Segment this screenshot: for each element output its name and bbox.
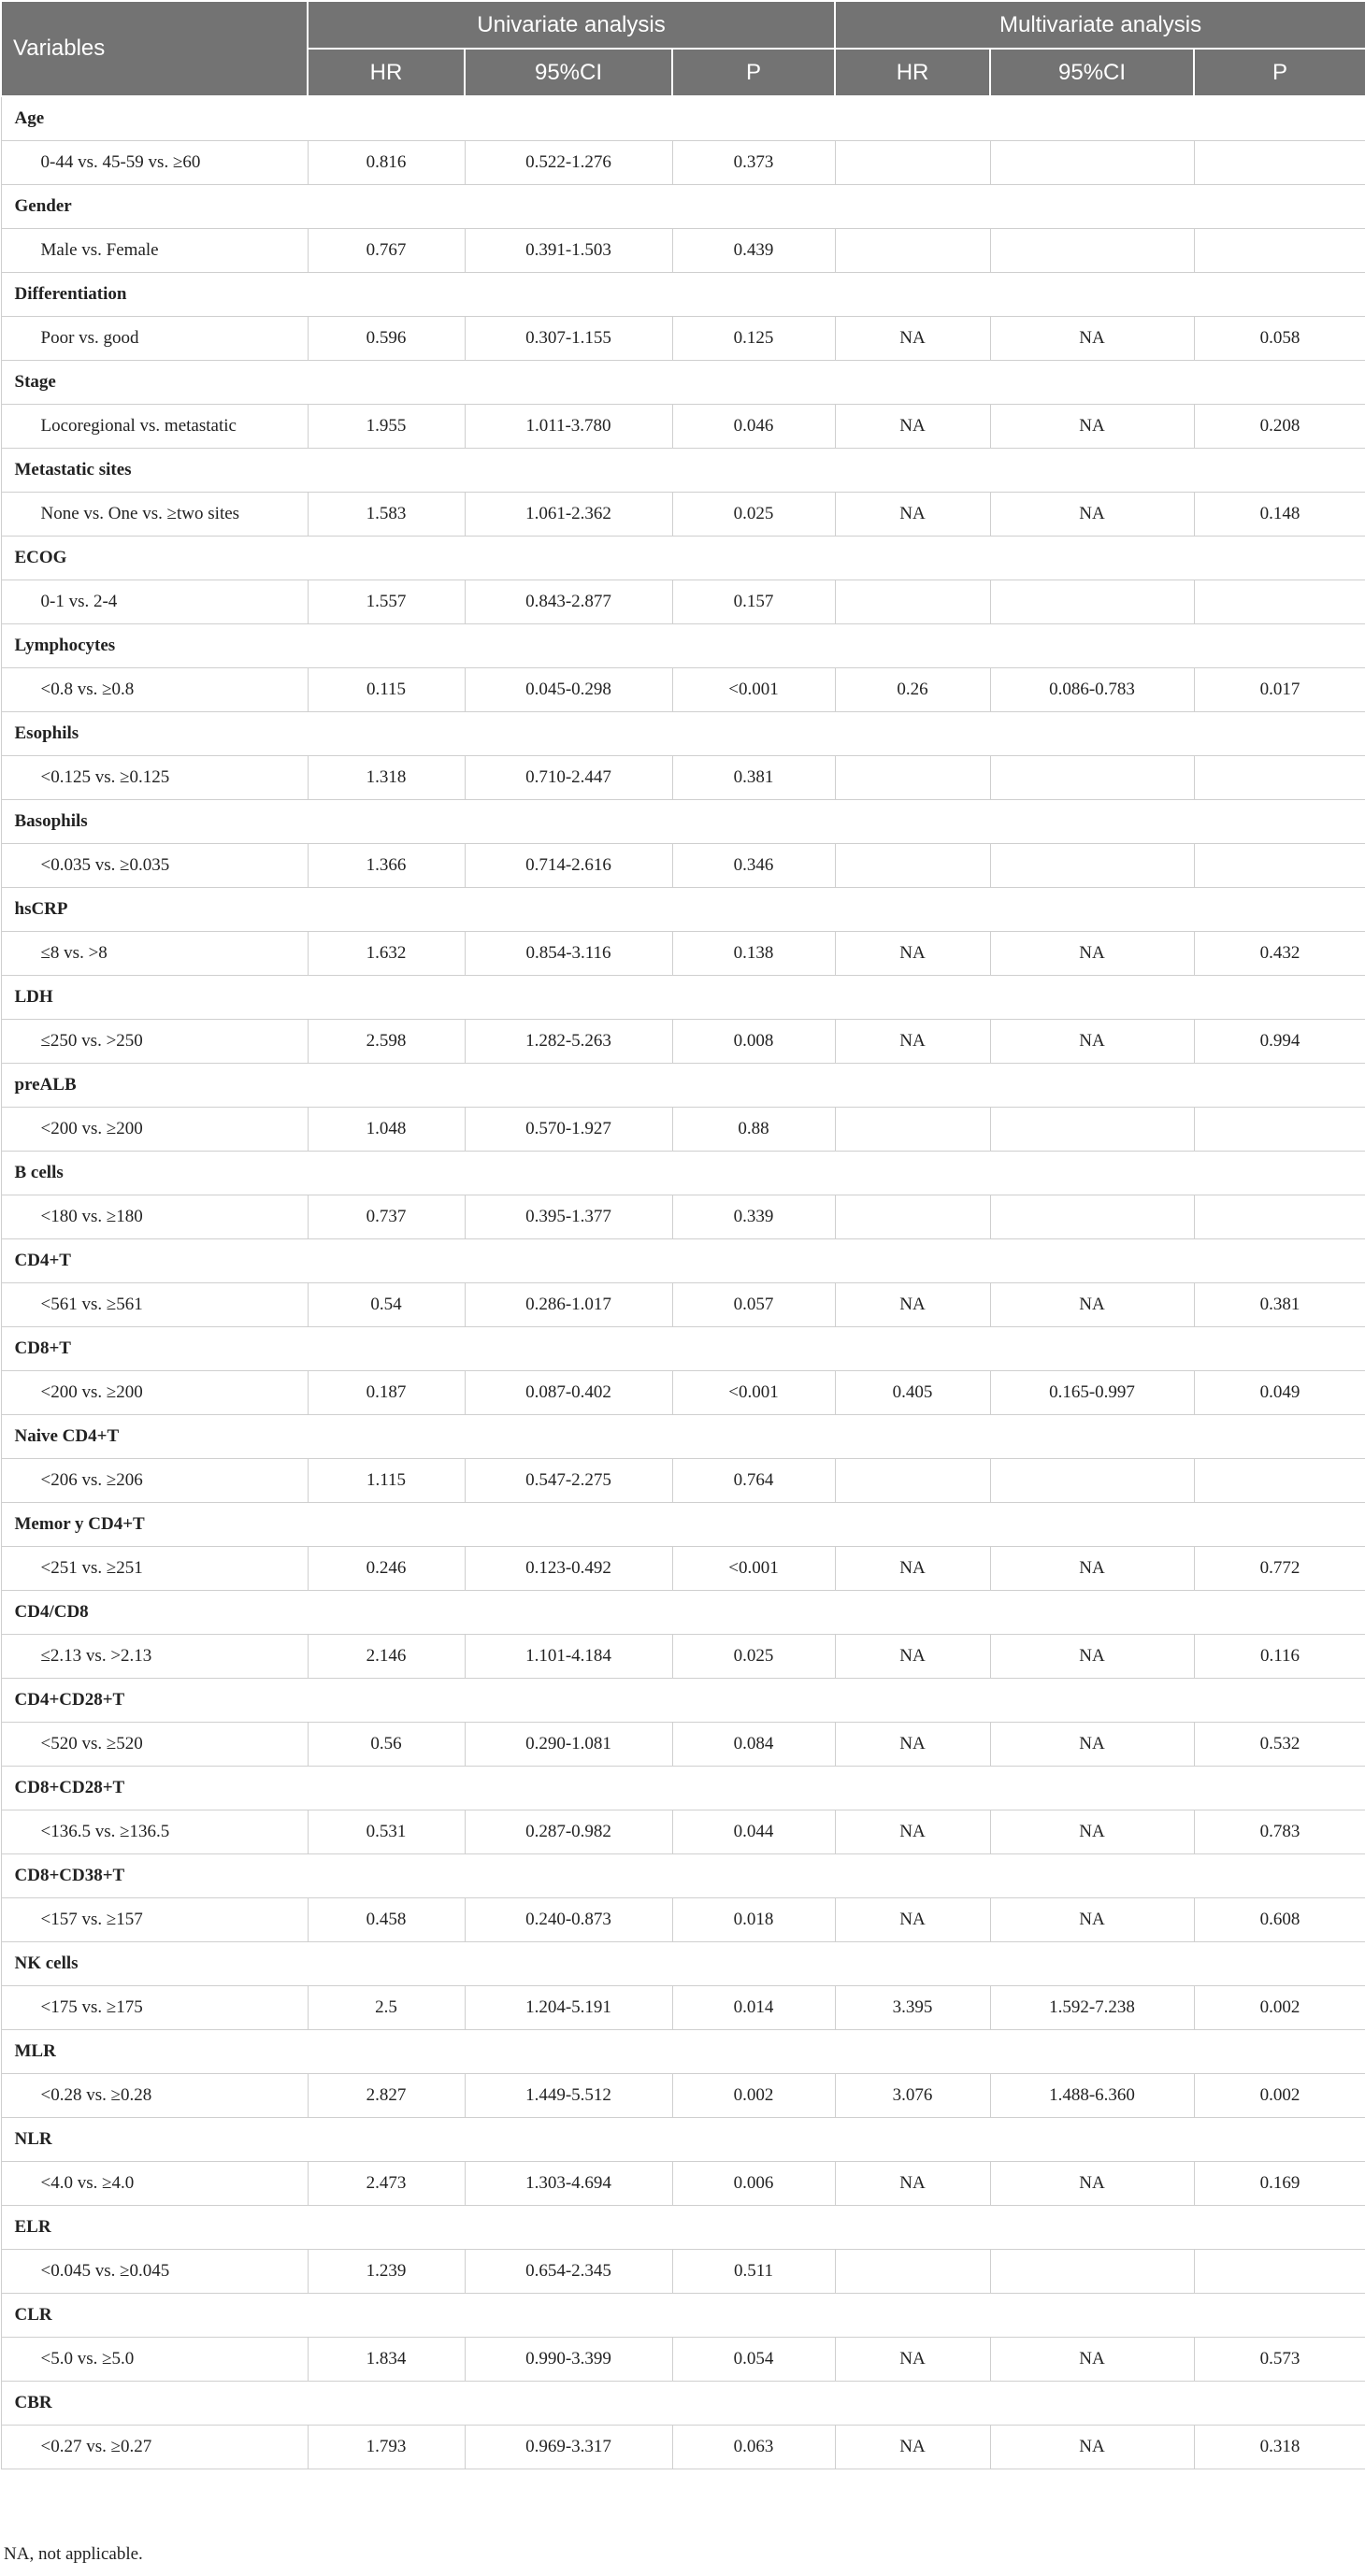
univariate-hr-cell: 0.54	[308, 1283, 465, 1327]
multivariate-ci-cell: NA	[990, 1547, 1194, 1591]
multivariate-ci-cell	[990, 580, 1194, 624]
multivariate-p-cell: 0.116	[1194, 1635, 1365, 1679]
comparison-label: <136.5 vs. ≥136.5	[1, 1810, 308, 1854]
multivariate-hr-cell	[835, 229, 990, 273]
table-row	[1, 405, 1365, 449]
group-row	[1, 1942, 1365, 1986]
table-row	[1, 229, 1365, 273]
table-row	[1, 1723, 1365, 1767]
univariate-p-cell: 0.025	[672, 1635, 835, 1679]
multivariate-hr-cell: 3.076	[835, 2074, 990, 2118]
multivariate-ci-cell: NA	[990, 932, 1194, 976]
univariate-ci-cell: 0.391-1.503	[465, 229, 672, 273]
univariate-p-cell: 0.046	[672, 405, 835, 449]
multivariate-p-cell	[1194, 2250, 1365, 2294]
group-row	[1, 712, 1365, 756]
table-row	[1, 2074, 1365, 2118]
univariate-hr-cell: 1.583	[308, 493, 465, 537]
comparison-label: <157 vs. ≥157	[1, 1898, 308, 1942]
univariate-ci-cell: 0.710-2.447	[465, 756, 672, 800]
comparison-label: ≤2.13 vs. >2.13	[1, 1635, 308, 1679]
comparison-label: <200 vs. ≥200	[1, 1371, 308, 1415]
table-row	[1, 2426, 1365, 2469]
univariate-ci-cell: 0.714-2.616	[465, 844, 672, 888]
univariate-hr-cell: 0.56	[308, 1723, 465, 1767]
multivariate-ci-cell	[990, 229, 1194, 273]
univariate-p-cell: 0.339	[672, 1195, 835, 1239]
group-label: CD8+CD38+T	[1, 1854, 1365, 1898]
multivariate-hr-cell: NA	[835, 405, 990, 449]
multivariate-p-cell	[1194, 1108, 1365, 1152]
group-row	[1, 2118, 1365, 2162]
comparison-label: Poor vs. good	[1, 317, 308, 361]
multivariate-ci-cell: NA	[990, 1283, 1194, 1327]
group-label: CD8+CD28+T	[1, 1767, 1365, 1810]
multivariate-p-cell	[1194, 141, 1365, 185]
univariate-hr-cell: 1.955	[308, 405, 465, 449]
univariate-ci-cell: 0.654-2.345	[465, 2250, 672, 2294]
table-row	[1, 580, 1365, 624]
univariate-ci-cell: 0.307-1.155	[465, 317, 672, 361]
group-row	[1, 1064, 1365, 1108]
multivariate-p-cell: 0.169	[1194, 2162, 1365, 2206]
group-row	[1, 888, 1365, 932]
group-label: CD8+T	[1, 1327, 1365, 1371]
univariate-p-cell: 0.439	[672, 229, 835, 273]
group-label: ELR	[1, 2206, 1365, 2250]
multivariate-hr-cell: NA	[835, 1020, 990, 1064]
univariate-hr-cell: 1.318	[308, 756, 465, 800]
univariate-hr-cell: 1.834	[308, 2338, 465, 2382]
comparison-label: ≤250 vs. >250	[1, 1020, 308, 1064]
comparison-label: Locoregional vs. metastatic	[1, 405, 308, 449]
multivariate-hr-cell: NA	[835, 493, 990, 537]
multivariate-ci-header: 95%CI	[990, 49, 1194, 96]
group-label: B cells	[1, 1152, 1365, 1195]
univariate-hr-cell: 0.767	[308, 229, 465, 273]
group-label: Memor y CD4+T	[1, 1503, 1365, 1547]
multivariate-ci-cell: NA	[990, 2162, 1194, 2206]
multivariate-hr-cell	[835, 141, 990, 185]
multivariate-p-cell	[1194, 1195, 1365, 1239]
comparison-label: <0.035 vs. ≥0.035	[1, 844, 308, 888]
multivariate-p-cell	[1194, 844, 1365, 888]
group-row	[1, 1152, 1365, 1195]
univariate-ci-cell: 1.011-3.780	[465, 405, 672, 449]
group-row	[1, 537, 1365, 580]
multivariate-ci-cell	[990, 1195, 1194, 1239]
group-row	[1, 185, 1365, 229]
univariate-ci-cell: 0.290-1.081	[465, 1723, 672, 1767]
group-label: Metastatic sites	[1, 449, 1365, 493]
table-header	[1, 1, 1365, 96]
table-row	[1, 2162, 1365, 2206]
multivariate-hr-cell: NA	[835, 1723, 990, 1767]
comparison-label: <0.27 vs. ≥0.27	[1, 2426, 308, 2469]
table-row	[1, 1898, 1365, 1942]
table-row	[1, 844, 1365, 888]
group-row	[1, 273, 1365, 317]
comparison-label: 0-44 vs. 45-59 vs. ≥60	[1, 141, 308, 185]
multivariate-ci-cell	[990, 756, 1194, 800]
group-label: preALB	[1, 1064, 1365, 1108]
multivariate-hr-cell: NA	[835, 2426, 990, 2469]
multivariate-header: Multivariate analysis	[835, 1, 1365, 49]
multivariate-p-cell: 0.058	[1194, 317, 1365, 361]
multivariate-ci-cell: NA	[990, 1898, 1194, 1942]
group-row	[1, 2030, 1365, 2074]
table-body	[1, 96, 1365, 2469]
univariate-ci-cell: 0.854-3.116	[465, 932, 672, 976]
table-footnote: NA, not applicable.	[4, 2544, 143, 2564]
univariate-hr-cell: 2.827	[308, 2074, 465, 2118]
multivariate-hr-cell	[835, 580, 990, 624]
multivariate-ci-cell: 1.592-7.238	[990, 1986, 1194, 2030]
comparison-label: <200 vs. ≥200	[1, 1108, 308, 1152]
multivariate-p-cell: 0.002	[1194, 2074, 1365, 2118]
multivariate-p-cell: 0.432	[1194, 932, 1365, 976]
table-row	[1, 1547, 1365, 1591]
group-label: ECOG	[1, 537, 1365, 580]
univariate-p-cell: 0.084	[672, 1723, 835, 1767]
univariate-p-cell: 0.346	[672, 844, 835, 888]
table-row	[1, 1810, 1365, 1854]
multivariate-ci-cell: NA	[990, 1810, 1194, 1854]
table-row	[1, 932, 1365, 976]
multivariate-ci-cell: NA	[990, 317, 1194, 361]
comparison-label: <180 vs. ≥180	[1, 1195, 308, 1239]
multivariate-hr-cell: NA	[835, 2162, 990, 2206]
univariate-hr-cell: 1.793	[308, 2426, 465, 2469]
univariate-p-cell: 0.381	[672, 756, 835, 800]
multivariate-hr-cell	[835, 1195, 990, 1239]
group-row	[1, 624, 1365, 668]
comparison-label: <5.0 vs. ≥5.0	[1, 2338, 308, 2382]
comparison-label: None vs. One vs. ≥two sites	[1, 493, 308, 537]
table-row	[1, 1020, 1365, 1064]
multivariate-p-cell: 0.318	[1194, 2426, 1365, 2469]
multivariate-ci-cell: NA	[990, 1020, 1194, 1064]
multivariate-p-cell: 0.608	[1194, 1898, 1365, 1942]
multivariate-hr-cell: NA	[835, 1898, 990, 1942]
group-row	[1, 2206, 1365, 2250]
table-row	[1, 493, 1365, 537]
table-row	[1, 1108, 1365, 1152]
multivariate-hr-cell	[835, 2250, 990, 2294]
group-label: Basophils	[1, 800, 1365, 844]
univariate-p-cell: 0.88	[672, 1108, 835, 1152]
comparison-label: <520 vs. ≥520	[1, 1723, 308, 1767]
univariate-ci-cell: 0.395-1.377	[465, 1195, 672, 1239]
multivariate-ci-cell: NA	[990, 493, 1194, 537]
multivariate-ci-cell: 0.086-0.783	[990, 668, 1194, 712]
group-row	[1, 1503, 1365, 1547]
comparison-label: <4.0 vs. ≥4.0	[1, 2162, 308, 2206]
comparison-label: Male vs. Female	[1, 229, 308, 273]
multivariate-p-cell: 0.573	[1194, 2338, 1365, 2382]
group-row	[1, 1767, 1365, 1810]
group-row	[1, 2382, 1365, 2426]
comparison-label: <0.8 vs. ≥0.8	[1, 668, 308, 712]
multivariate-ci-cell: NA	[990, 1635, 1194, 1679]
univariate-ci-cell: 1.061-2.362	[465, 493, 672, 537]
univariate-p-cell: 0.511	[672, 2250, 835, 2294]
comparison-label: ≤8 vs. >8	[1, 932, 308, 976]
group-row	[1, 976, 1365, 1020]
table-row	[1, 1283, 1365, 1327]
univariate-p-cell: <0.001	[672, 668, 835, 712]
group-row	[1, 1679, 1365, 1723]
multivariate-hr-cell: NA	[835, 2338, 990, 2382]
multivariate-ci-cell: NA	[990, 1723, 1194, 1767]
univariate-hr-cell: 0.246	[308, 1547, 465, 1591]
group-row	[1, 361, 1365, 405]
variables-header: Variables	[1, 1, 308, 96]
multivariate-ci-cell	[990, 2250, 1194, 2294]
multivariate-hr-header: HR	[835, 49, 990, 96]
univariate-hr-cell: 2.598	[308, 1020, 465, 1064]
multivariate-ci-cell: 0.165-0.997	[990, 1371, 1194, 1415]
multivariate-hr-cell: NA	[835, 317, 990, 361]
comparison-label: <561 vs. ≥561	[1, 1283, 308, 1327]
univariate-ci-cell: 0.045-0.298	[465, 668, 672, 712]
group-row	[1, 96, 1365, 141]
univariate-ci-cell: 1.204-5.191	[465, 1986, 672, 2030]
multivariate-p-cell	[1194, 1459, 1365, 1503]
comparison-label: <175 vs. ≥175	[1, 1986, 308, 2030]
table-row	[1, 668, 1365, 712]
multivariate-ci-cell: NA	[990, 2338, 1194, 2382]
multivariate-hr-cell: 0.26	[835, 668, 990, 712]
group-label: NK cells	[1, 1942, 1365, 1986]
multivariate-ci-cell	[990, 844, 1194, 888]
univariate-p-cell: 0.764	[672, 1459, 835, 1503]
multivariate-p-cell: 0.148	[1194, 493, 1365, 537]
comparison-label: 0-1 vs. 2-4	[1, 580, 308, 624]
multivariate-p-cell: 0.208	[1194, 405, 1365, 449]
univariate-ci-cell: 0.570-1.927	[465, 1108, 672, 1152]
multivariate-p-cell: 0.049	[1194, 1371, 1365, 1415]
group-row	[1, 1415, 1365, 1459]
univariate-hr-cell: 0.531	[308, 1810, 465, 1854]
univariate-p-cell: 0.063	[672, 2426, 835, 2469]
univariate-ci-cell: 0.547-2.275	[465, 1459, 672, 1503]
univariate-p-header: P	[672, 49, 835, 96]
univariate-ci-cell: 0.522-1.276	[465, 141, 672, 185]
univariate-ci-cell: 0.240-0.873	[465, 1898, 672, 1942]
multivariate-p-cell: 0.994	[1194, 1020, 1365, 1064]
univariate-hr-cell: 0.596	[308, 317, 465, 361]
group-label: Differentiation	[1, 273, 1365, 317]
multivariate-p-cell: 0.017	[1194, 668, 1365, 712]
table-row	[1, 1986, 1365, 2030]
multivariate-hr-cell	[835, 1108, 990, 1152]
group-row	[1, 2294, 1365, 2338]
multivariate-hr-cell	[835, 756, 990, 800]
multivariate-hr-cell: 3.395	[835, 1986, 990, 2030]
group-label: Lymphocytes	[1, 624, 1365, 668]
group-label: CBR	[1, 2382, 1365, 2426]
univariate-p-cell: 0.002	[672, 2074, 835, 2118]
multivariate-hr-cell	[835, 844, 990, 888]
table-row	[1, 317, 1365, 361]
univariate-hr-cell: 0.115	[308, 668, 465, 712]
univariate-hr-cell: 0.187	[308, 1371, 465, 1415]
group-label: hsCRP	[1, 888, 1365, 932]
multivariate-ci-cell: NA	[990, 405, 1194, 449]
multivariate-p-cell: 0.532	[1194, 1723, 1365, 1767]
multivariate-hr-cell: NA	[835, 1547, 990, 1591]
multivariate-ci-cell	[990, 141, 1194, 185]
univariate-header: Univariate analysis	[308, 1, 835, 49]
univariate-hr-cell: 1.239	[308, 2250, 465, 2294]
group-label: CD4/CD8	[1, 1591, 1365, 1635]
univariate-p-cell: 0.157	[672, 580, 835, 624]
group-label: CD4+T	[1, 1239, 1365, 1283]
group-label: MLR	[1, 2030, 1365, 2074]
comparison-label: <206 vs. ≥206	[1, 1459, 308, 1503]
group-label: Age	[1, 96, 1365, 141]
multivariate-p-cell	[1194, 229, 1365, 273]
univariate-p-cell: 0.044	[672, 1810, 835, 1854]
univariate-hr-cell: 0.737	[308, 1195, 465, 1239]
univariate-p-cell: 0.006	[672, 2162, 835, 2206]
univariate-ci-cell: 0.287-0.982	[465, 1810, 672, 1854]
group-row	[1, 1239, 1365, 1283]
group-row	[1, 1854, 1365, 1898]
multivariate-p-cell: 0.381	[1194, 1283, 1365, 1327]
group-label: Naive CD4+T	[1, 1415, 1365, 1459]
univariate-p-cell: 0.025	[672, 493, 835, 537]
comparison-label: <0.045 vs. ≥0.045	[1, 2250, 308, 2294]
univariate-p-cell: 0.125	[672, 317, 835, 361]
univariate-ci-cell: 0.286-1.017	[465, 1283, 672, 1327]
multivariate-ci-cell: NA	[990, 2426, 1194, 2469]
multivariate-ci-cell: 1.488-6.360	[990, 2074, 1194, 2118]
univariate-p-cell: 0.138	[672, 932, 835, 976]
table-row	[1, 1371, 1365, 1415]
table-row	[1, 1195, 1365, 1239]
group-row	[1, 1591, 1365, 1635]
multivariate-hr-cell	[835, 1459, 990, 1503]
univariate-p-cell: 0.373	[672, 141, 835, 185]
multivariate-hr-cell: NA	[835, 932, 990, 976]
univariate-hr-cell: 1.366	[308, 844, 465, 888]
comparison-label: <0.125 vs. ≥0.125	[1, 756, 308, 800]
univariate-p-cell: 0.054	[672, 2338, 835, 2382]
group-label: Stage	[1, 361, 1365, 405]
comparison-label: <251 vs. ≥251	[1, 1547, 308, 1591]
group-row	[1, 800, 1365, 844]
table-row	[1, 141, 1365, 185]
table-row	[1, 756, 1365, 800]
multivariate-hr-cell: 0.405	[835, 1371, 990, 1415]
multivariate-hr-cell: NA	[835, 1810, 990, 1854]
univariate-hr-cell: 2.473	[308, 2162, 465, 2206]
univariate-p-cell: 0.057	[672, 1283, 835, 1327]
multivariate-ci-cell	[990, 1459, 1194, 1503]
univariate-p-cell: 0.008	[672, 1020, 835, 1064]
table-row	[1, 2250, 1365, 2294]
table-row	[1, 2338, 1365, 2382]
multivariate-p-cell: 0.772	[1194, 1547, 1365, 1591]
multivariate-p-header: P	[1194, 49, 1365, 96]
univariate-ci-cell: 0.123-0.492	[465, 1547, 672, 1591]
group-label: LDH	[1, 976, 1365, 1020]
univariate-p-cell: <0.001	[672, 1371, 835, 1415]
univariate-ci-header: 95%CI	[465, 49, 672, 96]
univariate-ci-cell: 0.990-3.399	[465, 2338, 672, 2382]
univariate-ci-cell: 1.282-5.263	[465, 1020, 672, 1064]
multivariate-hr-cell: NA	[835, 1635, 990, 1679]
univariate-hr-cell: 1.557	[308, 580, 465, 624]
univariate-hr-cell: 1.115	[308, 1459, 465, 1503]
univariate-ci-cell: 1.449-5.512	[465, 2074, 672, 2118]
comparison-label: <0.28 vs. ≥0.28	[1, 2074, 308, 2118]
multivariate-hr-cell: NA	[835, 1283, 990, 1327]
group-label: CLR	[1, 2294, 1365, 2338]
group-label: CD4+CD28+T	[1, 1679, 1365, 1723]
multivariate-p-cell: 0.783	[1194, 1810, 1365, 1854]
univariate-ci-cell: 0.087-0.402	[465, 1371, 672, 1415]
multivariate-p-cell: 0.002	[1194, 1986, 1365, 2030]
group-label: Gender	[1, 185, 1365, 229]
univariate-hr-cell: 1.632	[308, 932, 465, 976]
univariate-ci-cell: 1.303-4.694	[465, 2162, 672, 2206]
univariate-hr-cell: 2.5	[308, 1986, 465, 2030]
multivariate-p-cell	[1194, 756, 1365, 800]
univariate-ci-cell: 1.101-4.184	[465, 1635, 672, 1679]
univariate-hr-cell: 0.458	[308, 1898, 465, 1942]
group-label: NLR	[1, 2118, 1365, 2162]
multivariate-ci-cell	[990, 1108, 1194, 1152]
group-row	[1, 449, 1365, 493]
univariate-hr-header: HR	[308, 49, 465, 96]
group-label: Esophils	[1, 712, 1365, 756]
table-row	[1, 1459, 1365, 1503]
univariate-p-cell: <0.001	[672, 1547, 835, 1591]
table-row	[1, 1635, 1365, 1679]
group-row	[1, 1327, 1365, 1371]
univariate-ci-cell: 0.843-2.877	[465, 580, 672, 624]
univariate-hr-cell: 1.048	[308, 1108, 465, 1152]
univariate-p-cell: 0.018	[672, 1898, 835, 1942]
univariate-hr-cell: 2.146	[308, 1635, 465, 1679]
univariate-ci-cell: 0.969-3.317	[465, 2426, 672, 2469]
univariate-hr-cell: 0.816	[308, 141, 465, 185]
univariate-p-cell: 0.014	[672, 1986, 835, 2030]
multivariate-p-cell	[1194, 580, 1365, 624]
